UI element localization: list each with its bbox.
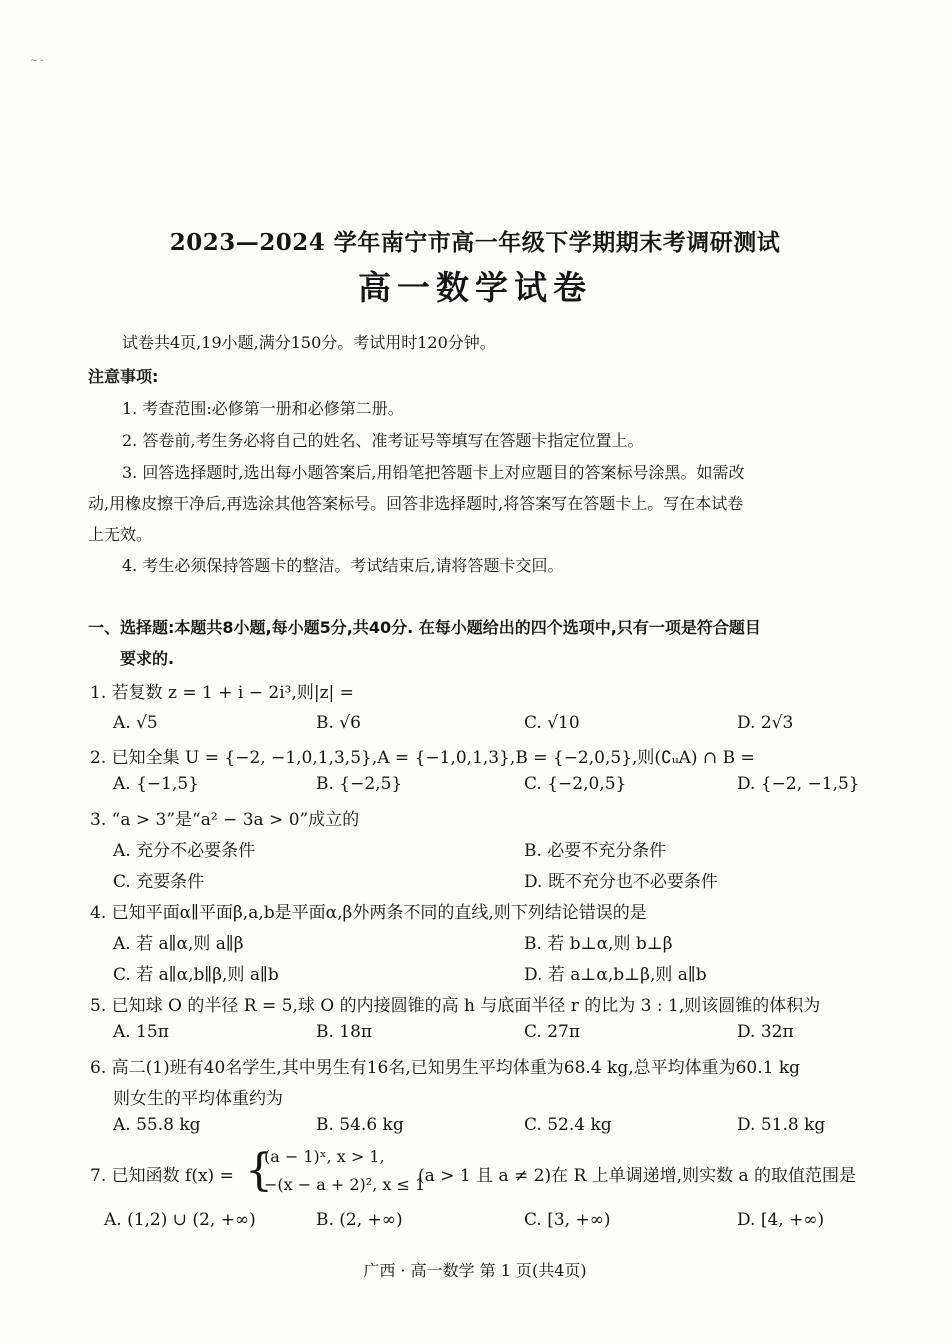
question-7-option-a: A. (1,2) ∪ (2, +∞) bbox=[104, 1210, 256, 1230]
question-3-option-a: A. 充分不必要条件 bbox=[113, 841, 256, 861]
exam-title: 2023—2024 学年南宁市高一年级下学期期末考调研测试 bbox=[169, 229, 781, 256]
question-3-option-c: C. 充要条件 bbox=[113, 872, 205, 892]
question-7-option-b: B. (2, +∞) bbox=[316, 1210, 403, 1230]
question-3-option-b: B. 必要不充分条件 bbox=[524, 841, 667, 861]
question-7-case-1: (a − 1)ˣ, x > 1, bbox=[264, 1147, 385, 1166]
question-6-option-a: A. 55.8 kg bbox=[113, 1115, 201, 1135]
question-4-option-c: C. 若 a∥α,b∥β,则 a∥b bbox=[113, 965, 279, 985]
note-item-3-line-1: 3. 回答选择题时,选出每小题答案后,用铅笔把答题卡上对应题目的答案标号涂黑。如需改 bbox=[122, 463, 745, 482]
question-4-stem: 4. 已知平面α∥平面β,a,b是平面α,β外两条不同的直线,则下列结论错误的是 bbox=[90, 903, 647, 923]
question-1-option-a: A. √5 bbox=[113, 713, 158, 733]
question-6-stem-cont: 则女生的平均体重约为 bbox=[113, 1089, 283, 1109]
subject-title: 高一数学试卷 bbox=[358, 268, 592, 307]
question-5-option-b: B. 18π bbox=[316, 1022, 373, 1042]
page-footer: 广西 · 高一数学 第 1 页(共4页) bbox=[363, 1261, 587, 1280]
question-2-option-b: B. {−2,5} bbox=[316, 774, 403, 794]
question-4-option-a: A. 若 a∥α,则 a∥β bbox=[113, 934, 244, 954]
question-2-stem: 2. 已知全集 U = {−2, −1,0,1,3,5},A = {−1,0,1,3},B = {−2,0,5},则(∁ᵤA) ∩ B = bbox=[90, 748, 755, 768]
question-6-option-b: B. 54.6 kg bbox=[316, 1115, 404, 1135]
question-1-option-b: B. √6 bbox=[316, 713, 361, 733]
question-7-option-d: D. [4, +∞) bbox=[737, 1210, 825, 1230]
question-7-stem-cont: (a > 1 且 a ≠ 2)在 R 上单调递增,则实数 a 的取值范围是 bbox=[418, 1166, 857, 1186]
question-7-case-2: −(x − a + 2)², x ≤ 1 bbox=[264, 1175, 426, 1194]
question-3-option-d: D. 既不充分也不必要条件 bbox=[524, 872, 718, 892]
question-5-option-a: A. 15π bbox=[113, 1022, 169, 1042]
question-1-stem: 1. 若复数 z = 1 + i − 2i³,则|z| = bbox=[90, 683, 354, 703]
question-4-option-b: B. 若 b⊥α,则 b⊥β bbox=[524, 934, 673, 954]
note-item-3-line-3: 上无效。 bbox=[88, 525, 153, 544]
section-1-heading: 一、选择题:本题共8小题,每小题5分,共40分. 在每小题给出的四个选项中,只有一项是符合题目 bbox=[88, 618, 761, 637]
question-6-option-d: D. 51.8 kg bbox=[737, 1115, 826, 1135]
question-5-option-d: D. 32π bbox=[737, 1022, 794, 1042]
note-item-3-line-2: 动,用橡皮擦干净后,再选涂其他答案标号。回答非选择题时,将答案写在答题卡上。写在本试卷 bbox=[88, 494, 744, 513]
question-2-option-d: D. {−2, −1,5} bbox=[737, 774, 860, 794]
question-6-stem: 6. 高二(1)班有40名学生,其中男生有16名,已知男生平均体重为68.4 kg,总平均体重为60.1 kg bbox=[90, 1058, 801, 1078]
question-6-option-c: C. 52.4 kg bbox=[524, 1115, 612, 1135]
question-2-option-a: A. {−1,5} bbox=[113, 774, 199, 794]
question-1-option-d: D. 2√3 bbox=[737, 713, 794, 733]
section-1-heading-cont: 要求的. bbox=[120, 649, 175, 668]
question-2-option-c: C. {−2,0,5} bbox=[524, 774, 627, 794]
corner-mark: ~ - bbox=[30, 56, 44, 66]
note-item-4: 4. 考生必须保持答题卡的整洁。考试结束后,请将答题卡交回。 bbox=[122, 556, 564, 575]
question-3-stem: 3. “a > 3”是“a² − 3a > 0”成立的 bbox=[90, 810, 360, 830]
question-7-stem: 7. 已知函数 f(x) = bbox=[90, 1166, 234, 1186]
question-5-stem: 5. 已知球 O 的半径 R = 5,球 O 的内接圆锥的高 h 与底面半径 r 的比为 3 : 1,则该圆锥的体积为 bbox=[90, 996, 821, 1016]
question-1-option-c: C. √10 bbox=[524, 713, 580, 733]
note-item-2: 2. 答卷前,考生务必将自己的姓名、准考证号等填写在答题卡指定位置上。 bbox=[122, 431, 644, 450]
exam-intro: 试卷共4页,19小题,满分150分。考试用时120分钟。 bbox=[122, 333, 496, 352]
question-5-option-c: C. 27π bbox=[524, 1022, 581, 1042]
question-4-option-d: D. 若 a⊥α,b⊥β,则 a∥b bbox=[524, 965, 707, 985]
note-item-1: 1. 考查范围:必修第一册和必修第二册。 bbox=[122, 399, 404, 418]
notes-heading: 注意事项: bbox=[88, 367, 159, 386]
question-7-option-c: C. [3, +∞) bbox=[524, 1210, 611, 1230]
piecewise-brace: { bbox=[245, 1145, 273, 1196]
